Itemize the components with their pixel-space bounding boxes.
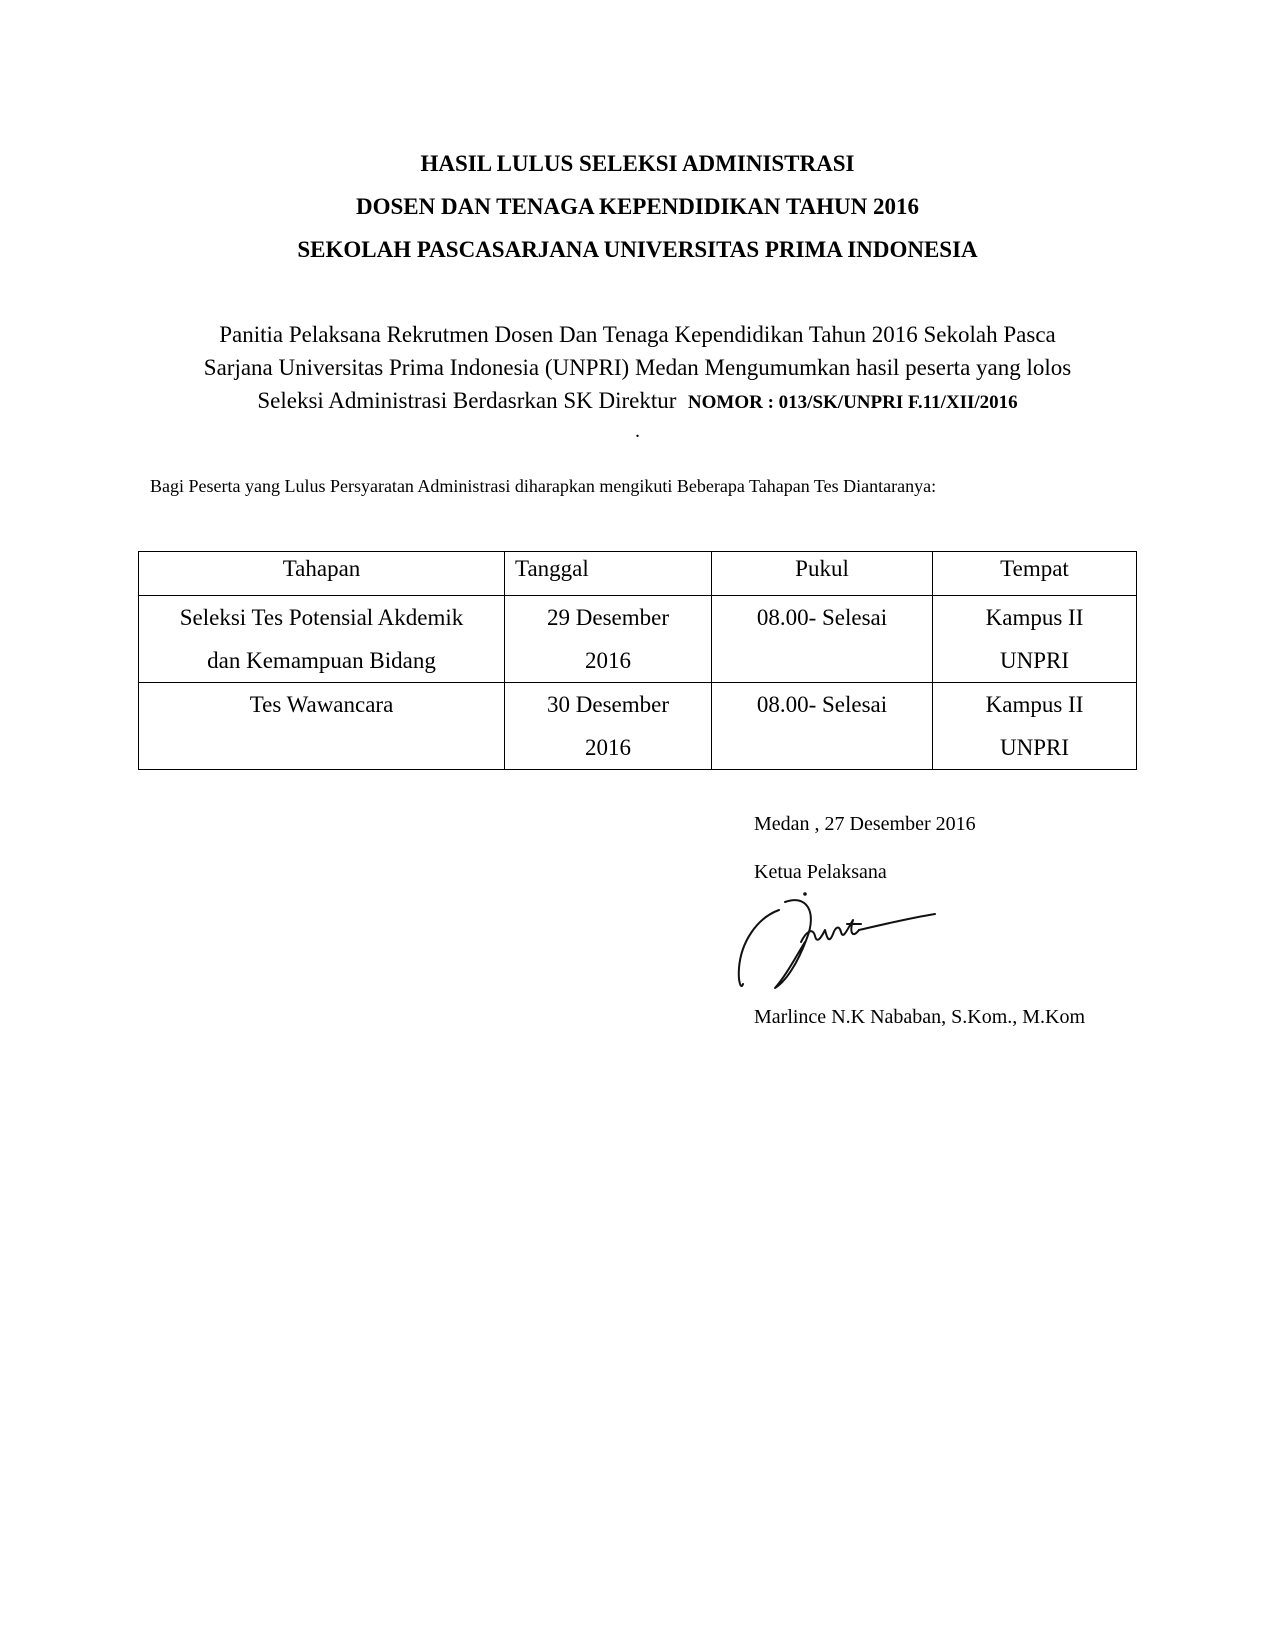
- title-line-1: HASIL LULUS SELEKSI ADMINISTRASI: [420, 151, 855, 176]
- instruction-note: Bagi Peserta yang Lulus Persyaratan Administrasi diharapkan mengikuti Beberapa Tahapan Tes Diantaranya:: [150, 476, 937, 496]
- title-line-3: SEKOLAH PASCASARJANA UNIVERSITAS PRIMA INDONESIA: [297, 237, 978, 262]
- place-date: Medan , 27 Desember 2016: [754, 813, 976, 835]
- decree-number: NOMOR : 013/SK/UNPRI F.11/XII/2016: [687, 392, 1018, 413]
- cell-line: UNPRI: [999, 735, 1069, 760]
- header-tanggal: Tanggal: [505, 552, 712, 596]
- signatory-name: Marlince N.K Nababan, S.Kom., M.Kom: [754, 1006, 1086, 1028]
- intro-line-3-text: Seleksi Administrasi Berdasrkan SK Direktur: [257, 388, 677, 413]
- handwritten-signature: [735, 890, 945, 1000]
- cell-tanggal: [505, 683, 712, 770]
- schedule-table: [138, 551, 1137, 770]
- intro-line-1: Panitia Pelaksana Rekrutmen Dosen Dan Tenaga Kependidikan Tahun 2016 Sekolah Pasca: [219, 322, 1056, 347]
- cell-line: 2016: [585, 735, 631, 760]
- separator-dot: .: [635, 420, 640, 442]
- cell-line: 08.00- Selesai: [756, 692, 888, 717]
- header-tahapan: Tahapan: [139, 552, 505, 596]
- cell-tahapan: [139, 596, 505, 683]
- cell-line: 29 Desember: [547, 605, 669, 630]
- cell-line: 2016: [585, 648, 631, 673]
- intro-line-2: Sarjana Universitas Prima Indonesia (UNPRI) Medan Mengumumkan hasil peserta yang lolos: [203, 355, 1072, 380]
- intro-paragraph: [150, 318, 1125, 419]
- cell-pukul: [712, 596, 933, 683]
- intro-line-3: [150, 384, 1125, 419]
- header-tempat: Tempat: [933, 552, 1137, 596]
- cell-tempat: [933, 683, 1137, 770]
- table-row: [139, 683, 1137, 770]
- cell-line: dan Kemampuan Bidang: [207, 648, 436, 673]
- cell-line: Seleksi Tes Potensial Akdemik: [179, 605, 464, 630]
- cell-line: UNPRI: [999, 648, 1069, 673]
- table-header-row: [139, 552, 1137, 596]
- cell-pukul: [712, 683, 933, 770]
- cell-tahapan: [139, 683, 505, 770]
- title-line-2: DOSEN DAN TENAGA KEPENDIDIKAN TAHUN 2016: [356, 194, 919, 219]
- cell-line: Kampus II: [985, 692, 1084, 717]
- cell-line: Kampus II: [985, 605, 1084, 630]
- cell-tempat: [933, 596, 1137, 683]
- table-row: [139, 596, 1137, 683]
- signatory-role: Ketua Pelaksana: [754, 861, 887, 883]
- cell-tanggal: [505, 596, 712, 683]
- cell-line: 30 Desember: [547, 692, 669, 717]
- cell-line: Tes Wawancara: [249, 692, 394, 717]
- cell-line: 08.00- Selesai: [756, 605, 888, 630]
- header-pukul: Pukul: [712, 552, 933, 596]
